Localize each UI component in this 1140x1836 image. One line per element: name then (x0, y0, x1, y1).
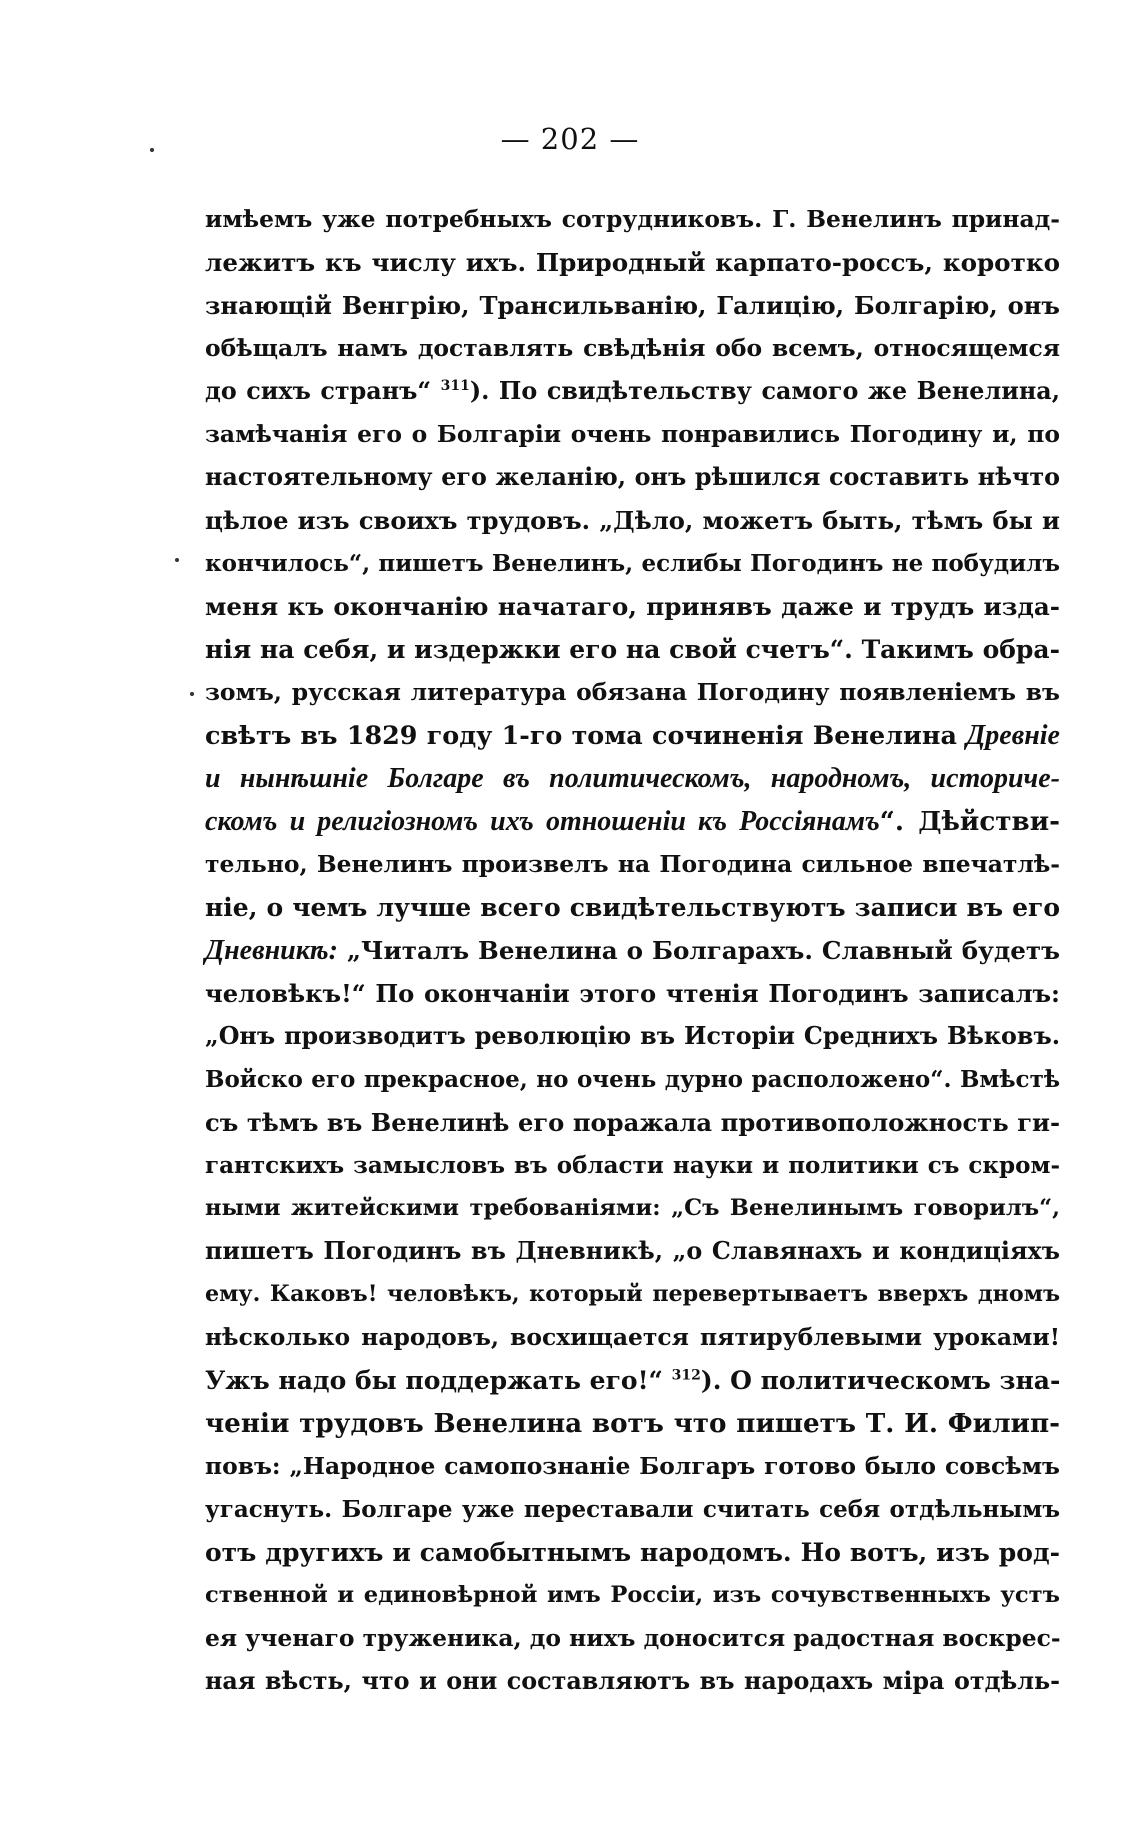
text-line: зомъ, русская литература обязана Погодину появленіемъ въ (205, 678, 1060, 706)
scan-speck (175, 558, 179, 562)
text-line: обѣщалъ намъ доставлять свѣдѣнія обо всемъ, относящемся (205, 334, 1060, 362)
text-line: ему. Каковъ! человѣкъ, который перевертываетъ вверхъ дномъ (205, 1281, 1060, 1307)
body-text (205, 198, 1060, 1703)
text-line: знающій Венгрію, Трансильванію, Галицію, Болгарію, онъ (205, 291, 1060, 320)
text-line: меня къ окончанію начатаго, принявъ даже и трудъ изда- (205, 592, 1060, 621)
text-line: цѣлое изъ своихъ трудовъ. „Дѣло, можетъ быть, тѣмъ бы и (205, 506, 1060, 535)
line-segment: Ужъ надо бы поддержать его!“ (205, 1366, 672, 1395)
text-line: отъ другихъ и самобытнымъ народомъ. Но вотъ, изъ род- (205, 1538, 1060, 1567)
text-line: замѣчанія его о Болгаріи очень понравились Погодину и, по (205, 420, 1060, 448)
text-line-with-footnote (205, 1359, 1060, 1402)
text-line: человѣкъ!“ По окончаніи этого чтенія Погодинъ записалъ: (205, 979, 1060, 1008)
book-title: Древніе (966, 720, 1060, 751)
page-number: — 202 — (500, 122, 640, 156)
text-line: лежитъ къ числу ихъ. Природный карпато-россъ, коротко (205, 248, 1060, 277)
diary-title: Дневникѣ: (205, 935, 338, 966)
text-line: гантскихъ замысловъ въ области науки и политики съ скром- (205, 1152, 1060, 1179)
text-line: нѣсколько народовъ, восхищается пятирублевыми уроками! (205, 1323, 1060, 1351)
footnote-ref: 311 (440, 378, 470, 395)
text-line: Войско его прекрасное, но очень дурно расположено“. Вмѣстѣ (205, 1066, 1060, 1093)
text-line: кончилось“, пишетъ Венелинъ, еслибы Погодинъ не побудилъ (205, 550, 1060, 577)
text-line: нія на себя, и издержки его на свой счетъ“. Такимъ обра- (205, 635, 1060, 664)
text-line-with-footnote (205, 370, 1060, 413)
text-line: ственной и единовѣрной имъ Россіи, изъ сочувственныхъ устъ (205, 1582, 1060, 1608)
line-segment: ). По свидѣтельству самого же Венелина, (469, 377, 1060, 405)
text-line: повъ: „Народное самопознаніе Болгаръ готово было совсѣмъ (205, 1452, 1060, 1480)
footnote-ref: 312 (671, 1367, 701, 1384)
line-segment: свѣтъ въ 1829 году 1-го тома сочиненія Венелина (205, 720, 967, 750)
text-line: ченіи трудовъ Венелина вотъ что пишетъ Т. И. Филип- (205, 1408, 1060, 1439)
line-segment: „Читалъ Венелина о Болгарахъ. Славный будетъ (337, 936, 1060, 965)
text-line-with-title (205, 929, 1060, 972)
line-segment: “. Дѣйстви- (879, 806, 1061, 837)
text-line-italic (205, 800, 1060, 843)
text-line: ніе, о чемъ лучше всего свидѣтельствуютъ записи въ его (205, 893, 1060, 922)
text-line: угаснуть. Болгаре уже переставали считать себя отдѣльнымъ (205, 1496, 1060, 1523)
text-line-italic (205, 757, 1060, 800)
text-line: тельно, Венелинъ произвелъ на Погодина сильное впечатлѣ- (205, 850, 1060, 878)
line-segment: до сихъ странъ“ (205, 377, 441, 405)
line-segment: ). О политическомъ зна- (700, 1366, 1061, 1395)
text-line: настоятельному его желанію, онъ рѣшился составить нѣчто (205, 463, 1060, 491)
text-line-with-title (205, 714, 1060, 757)
book-title: скомъ и религіозномъ ихъ отношеніи къ Россіянамъ (205, 806, 880, 837)
book-title: и нынѣшніе Болгаре въ политическомъ, народномъ, историче- (205, 763, 1060, 794)
scan-speck (150, 148, 154, 152)
text-line: ными житейскими требованіями: „Съ Венелинымъ говорилъ“, (205, 1195, 1060, 1221)
text-line: ная вѣсть, что и они составляютъ въ народахъ міра отдѣль- (205, 1667, 1060, 1695)
text-line: имѣемъ уже потребныхъ сотрудниковъ. Г. Венелинъ принад- (205, 205, 1060, 233)
text-line: съ тѣмъ въ Венелинѣ его поражала противоположность ги- (205, 1108, 1060, 1137)
text-line: „Онъ производитъ революцію въ Исторіи Среднихъ Вѣковъ. (205, 1022, 1060, 1050)
text-line: пишетъ Погодинъ въ Дневникѣ, „о Славянахъ и кондиціяхъ (205, 1237, 1060, 1265)
text-line: ея ученаго труженика, до нихъ доносится радостная воскрес- (205, 1624, 1061, 1652)
scan-speck (190, 692, 194, 696)
